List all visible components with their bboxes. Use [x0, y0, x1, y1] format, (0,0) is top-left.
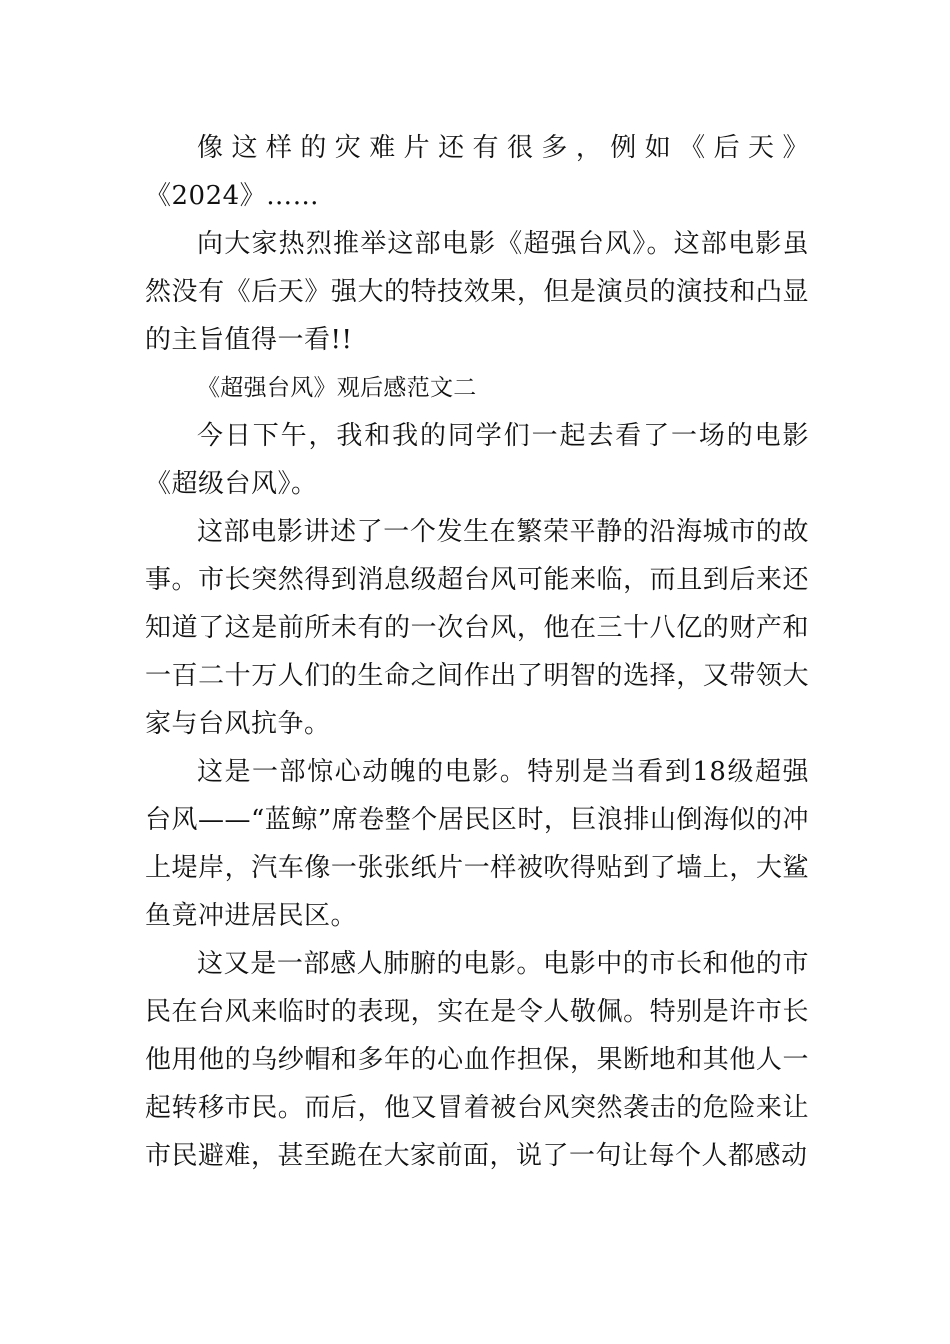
paragraph-touching: 这又是一部感人肺腑的电影。电影中的市长和他的市民在台风来临时的表现，实在是令人敬佩。特别是许市长他用他的乌纱帽和多年的心血作担保，果断地和其他人一起转移市民。而后，他又冒着被台风突然袭击的危险来让市民避难，甚至跪在大家前面，说了一句让每个人都感动 — [145, 949, 809, 1171]
paragraph-recommendation: 向大家热烈推举这部电影《超强台风》。这部电影虽然没有《后天》强大的特技效果，但是演员的演技和凸显的主旨值得一看!! — [145, 229, 809, 355]
section-heading: 《超强台风》观后感范文二 — [197, 375, 477, 401]
paragraph-thrilling: 这是一部惊心动魄的电影。特别是当看到18级超强台风——“蓝鲸”席卷整个居民区时，巨浪排山倒海似的冲上堤岸，汽车像一张张纸片一样被吹得贴到了墙上，大鲨鱼竟冲进居民区。 — [145, 757, 809, 931]
paragraph-intro: 今日下午，我和我的同学们一起去看了一场的电影《超级台风》。 — [145, 421, 809, 499]
document-page — [145, 124, 809, 1180]
paragraph-disaster-films: 像这样的灾难片还有很多，例如《后天》《2024》…… — [145, 133, 809, 211]
paragraph-story: 这部电影讲述了一个发生在繁荣平静的沿海城市的故事。市长突然得到消息级超台风可能来临，而且到后来还知道了这是前所未有的一次台风，他在三十八亿的财产和一百二十万人们的生命之间作出了明智的选择，又带领大家与台风抗争。 — [145, 517, 809, 739]
